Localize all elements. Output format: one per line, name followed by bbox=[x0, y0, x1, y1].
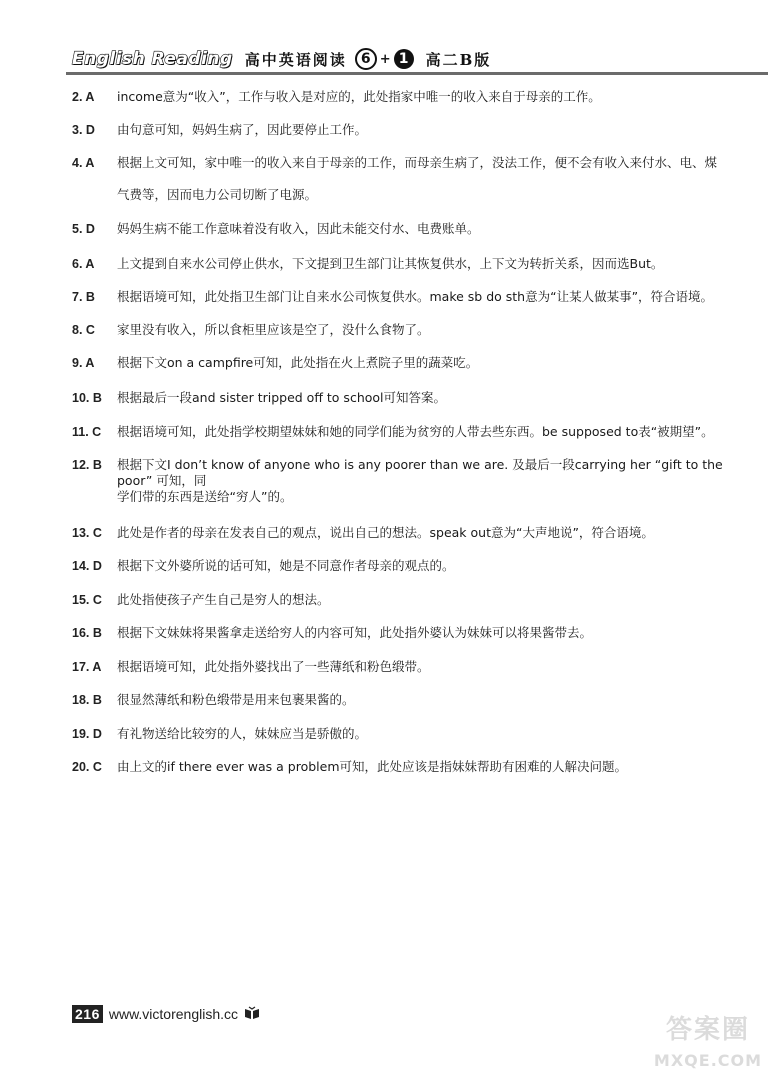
answer-number: 11. C bbox=[72, 425, 102, 439]
answer-number: 20. C bbox=[72, 760, 102, 774]
answer-explanation: 根据上文可知，家中唯一的收入来自于母亲的工作，而母亲生病了，没法工作，便不会有收入来付水、电、煤 bbox=[117, 155, 718, 170]
answer-number: 10. B bbox=[72, 391, 102, 405]
answer-number: 8. C bbox=[72, 323, 95, 337]
page-number: 216 bbox=[72, 1005, 103, 1023]
watermark-text: 答案圈 bbox=[665, 1015, 750, 1045]
answer-number: 16. B bbox=[72, 626, 102, 640]
page-footer bbox=[72, 1003, 260, 1025]
answer-explanation: 此处是作者的母亲在发表自己的观点，说出自己的想法。speak out意为“大声地说”，符合语境。 bbox=[117, 525, 654, 540]
answer-number: 15. C bbox=[72, 593, 102, 607]
answer-explanation: 家里没有收入，所以食柜里应该是空了，没什么食物了。 bbox=[117, 322, 430, 337]
answer-explanation: 根据语境可知，此处指学校期望妹妹和她的同学们能为贫穷的人带去些东西。be supposed to表“被期望”。 bbox=[117, 424, 714, 439]
open-book-icon bbox=[244, 1005, 260, 1024]
answer-number: 3. D bbox=[72, 123, 95, 137]
answer-explanation: income意为“收入”，工作与收入是对应的，此处指家中唯一的收入来自于母亲的工作。 bbox=[117, 89, 601, 104]
badge-plus: + bbox=[379, 51, 391, 67]
answer-explanation-continued: 学们带的东西是送给“穷人”的。 bbox=[117, 489, 293, 504]
answer-number: 19. D bbox=[72, 727, 102, 741]
badge-one: 1 bbox=[394, 49, 414, 69]
answer-explanation: 上文提到自来水公司停止供水，下文提到卫生部门让其恢复供水，上下文为转折关系，因而选But。 bbox=[117, 256, 664, 271]
answer-explanation: 由句意可知，妈妈生病了，因此要停止工作。 bbox=[117, 122, 368, 137]
brand-title: English Reading bbox=[72, 49, 233, 69]
answer-number: 13. C bbox=[72, 526, 102, 540]
answer-explanation: 根据语境可知，此处指卫生部门让自来水公司恢复供水。make sb do sth意为“让某人做某事”，符合语境。 bbox=[117, 289, 714, 304]
answer-explanation: 由上文的if there ever was a problem可知，此处应该是指妹妹帮助有困难的人解决问题。 bbox=[117, 759, 628, 774]
answer-number: 4. A bbox=[72, 156, 95, 170]
answer-explanation: 妈妈生病不能工作意味着没有收入，因此未能交付水、电费账单。 bbox=[117, 221, 480, 236]
answer-explanation-continued: 气费等，因而电力公司切断了电源。 bbox=[117, 187, 318, 202]
badge-six: 6 bbox=[355, 48, 377, 70]
answer-number: 9. A bbox=[72, 356, 95, 370]
answer-explanation: 根据下文妹妹将果酱拿走送给穷人的内容可知，此处指外婆认为妹妹可以将果酱带去。 bbox=[117, 625, 593, 640]
answer-number: 18. B bbox=[72, 693, 102, 707]
footer-url: www.victorenglish.cc bbox=[108, 1006, 239, 1022]
answer-number: 14. D bbox=[72, 559, 102, 573]
watermark-url: MXQE.COM bbox=[653, 1051, 763, 1070]
answer-number: 17. A bbox=[72, 660, 102, 674]
answer-explanation: 根据语境可知，此处指外婆找出了一些薄纸和粉色缎带。 bbox=[117, 659, 430, 674]
edition-label: 高二B版 bbox=[425, 50, 492, 69]
answer-explanation: 根据最后一段and sister tripped off to school可知答案。 bbox=[117, 390, 447, 405]
answer-explanation: 有礼物送给比较穷的人，妹妹应当是骄傲的。 bbox=[117, 726, 368, 741]
answer-explanation: 此处指使孩子产生自己是穷人的想法。 bbox=[117, 592, 330, 607]
answer-number: 5. D bbox=[72, 222, 95, 236]
answer-number: 12. B bbox=[72, 458, 102, 472]
answer-explanation: 根据下文on a campfire可知，此处指在火上煮院子里的蔬菜吃。 bbox=[117, 355, 479, 370]
series-title: 高中英语阅读 bbox=[244, 50, 347, 69]
answer-explanation: 根据下文I don’t know of anyone who is any poorer than we are. 及最后一段carrying her “gift to the poor” 可知，同 bbox=[117, 457, 723, 488]
answer-number: 6. A bbox=[72, 257, 95, 271]
answer-explanation: 很显然薄纸和粉色缎带是用来包裹果酱的。 bbox=[117, 692, 355, 707]
answer-explanation: 根据下文外婆所说的话可知，她是不同意作者母亲的观点的。 bbox=[117, 558, 455, 573]
answer-number: 2. A bbox=[72, 90, 95, 104]
answer-number: 7. B bbox=[72, 290, 95, 304]
